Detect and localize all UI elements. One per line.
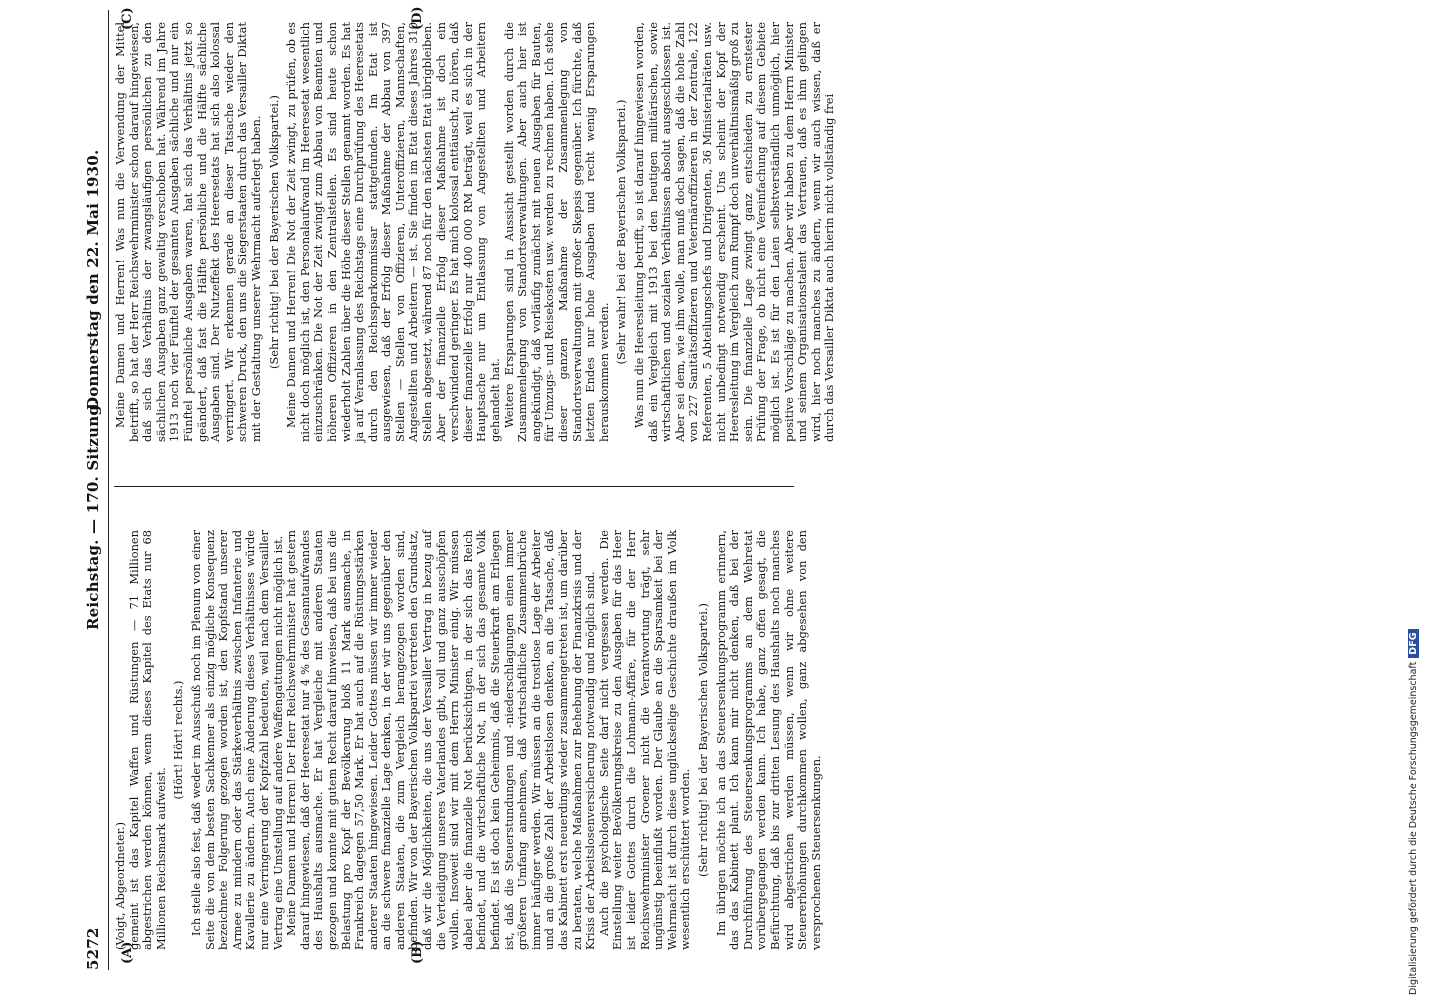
credit-text: Digitalisierung gefördert durch die Deutsche Forschungsgemeinschaft xyxy=(1408,661,1419,995)
header-rule xyxy=(108,10,109,970)
interjection: (Sehr wahr! bei der Bayerischen Volkspartei.) xyxy=(614,99,629,365)
paragraph: gemeint ist das Kapitel Waffen und Rüstungen — 71 Millionen abgestrichen werden können, wenn dieses Kapitel des Etats nur 68 Millionen Reichsmark aufweist. xyxy=(126,530,168,950)
paragraph: Im übrigen möchte ich an das Steuersenkungsprogramm erinnern, das das Kabinett plant. Ich kann mir nicht denken, daß bei der Durchführung des Steuersenkungsprogramms an dem Wehretat vorübergegangen werden kann. Ich habe, ganz offen gesagt, die Befürchtung, daß bis zur dritten Lesung des Haushalts noch manches wird abgestrichen werden müssen, wenn wir ohne weitere Steuererhöhungen durchkommen wollen, ganz abgesehen von den versprochenen Steuersenkungen. xyxy=(713,530,823,950)
paragraph: Meine Damen und Herren! Die Not der Zeit zwingt, zu prüfen, ob es nicht doch möglich ist, den Personalaufwand im Heeresetat wesentlich einzuschränken. Die Not der Zeit zwingt zum Abbau von Beamten und höheren Offizieren in den Zentralstellen. Es sind heute schon wiederholt Zahlen über die Höhe dieser Stellen genannt worden. Es hat ja auf Veranlassung des Reichstags eine Durchprüfung des Heeresetats durch den Reichssparkommissar stattgefunden. Im Etat ist ausgewiesen, daß der Erfolg dieser Maßnahme der Abbau von 397 Stellen — Stellen von Offizieren, Unteroffizieren, Mannschaften, Angestellten und Arbeitern — ist. Sie finden im Etat dieses Jahres 310 Stellen abgesetzt, während 87 noch für den nächsten Etat übrigbleiben. Aber der finanzielle Erfolg dieser Maßnahme ist doch ein verschwindend geringer. Es hat mich kolossal enttäuscht, zu hören, daß dieser finanzielle Erfolg nur 400 000 RM beträgt, weil es sich in der Hauptsache nur um Entlassung von Angestellten und Arbeitern gehandelt hat. xyxy=(284,22,503,442)
margin-marker-b: (B) xyxy=(410,940,425,964)
margin-marker-d: (D) xyxy=(410,6,425,30)
rotated-page xyxy=(80,6,837,970)
paragraph: Meine Damen und Herren! Was nun die Verwendung der Mittel betrifft, so hat der Herr Reichswehrminister schon darauf hingewiesen, daß sich das Verhältnis der zwangsläufigen persönlichen zu den sächlichen Ausgaben ganz gewaltig verschoben hat. Während im Jahre 1913 noch vier Fünftel der gesamten Ausgaben sächliche und nur ein Fünftel persönliche Ausgaben waren, hat sich das Verhältnis jetzt so geändert, daß fast die Hälfte persönliche und die Hälfte sächliche Ausgaben sind. Der Nutzeffekt des Heeresetats hat sich also kolossal verringert. Wir erkennen gerade an dieser Tatsache wieder den schweren Druck, den uns die Siegerstaaten durch das Versailler Diktat mit der Gestaltung unserer Wehrmacht auferlegt haben. xyxy=(113,22,263,442)
paragraph: Was nun die Heeresleitung betrifft, so ist darauf hingewiesen worden, daß ein Vergleich mit 1913 bei den heutigen militärischen, sowie wirtschaftlichen und sozialen Verhältnissen absolut ausgeschlossen ist. Aber sei dem, wie ihm wolle, man muß doch sagen, daß die hohe Zahl von 227 Sanitätsoffizieren und Veterinäroffizieren in der Zentrale, 122 Referenten, 5 Abteilungschefs und Dirigenten, 36 Ministerialräten usw. nicht unbedingt notwendig erscheint. Uns scheint der Kopf der Heeresleitung im Vergleich zum Rumpf doch unverhältnismäßig groß zu sein. Die finanzielle Lage zwingt ganz entschieden zu ernstester Prüfung der Frage, ob nicht eine Vereinfachung auf diesem Gebiete möglich ist. Es ist für den Laien selbstverständlich unmöglich, hier positive Vorschläge zu machen. Aber wir haben zu dem Herrn Minister und seinem Organisationstalent das Vertrauen, daß es ihm gelingen wird, hier noch manches zu ändern, wenn wir auch wissen, daß er durch das Versailler Diktat auch hierin nicht vollständig frei xyxy=(631,22,837,442)
session-date: Donnerstag den 22. Mai 1930. xyxy=(84,149,102,410)
page-header xyxy=(80,10,108,970)
paragraph: Meine Damen und Herren! Der Herr Reichswehrminister hat gestern darauf hingewiesen, daß der Heeresetat nur 4 % des Gesamtaufwandes des Haushalts ausmache. Er hat Vergleiche mit anderen Staaten gezogen und konnte mit gutem Recht darauf hinweisen, daß bei uns die Belastung pro Kopf der Bevölkerung bloß 11 Mark ausmache, in Frankreich dagegen 57,50 Mark. Er hat auch auf die Rüstungsstärken anderer Staaten hingewiesen. Leider Gottes müssen wir immer wieder an die schwere finanzielle Lage denken, in der wir uns gegenüber den anderen Staaten, die zum Vergleich herangezogen worden sind, befinden. Wir von der Bayerischen Volkspartei vertreten den Grundsatz, daß wir die Möglichkeiten, die uns der Versailler Vertrag in bezug auf die Verteidigung unseres Vaterlandes gibt, voll und ganz ausschöpfen wollen. Insoweit sind wir mit dem Herrn Minister einig. Wir müssen dabei aber die finanzielle Not berücksichtigen, in der sich das Reich befindet, und die wirtschaftliche Not, in der sich das gesamte Volk befindet. Es ist doch kein Geheimnis, daß die Steuerkraft am Erliegen ist, daß die Steuerstundungen und -niederschlagungen einen immer größeren Umfang annehmen, daß wirtschaftliche Zusammenbrüche immer häufiger werden. Wir müssen an die trostlose Lage der Arbeiter und an die große Zahl der Arbeitslosen denken, an die Tatsache, daß das Kabinett erst neuerdings wieder zusammengetreten ist, um darüber zu beraten, welche Maßnahmen zur Behebung der Finanzkrisis und der Krisis der Arbeitslosenversicherung notwendig und möglich sind. xyxy=(284,530,598,950)
interjection: (Hört! Hört! rechts.) xyxy=(171,680,186,800)
paragraph: Ich stelle also fest, daß weder im Ausschuß noch im Plenum von einer Seite die von dem besten Sachkenner als einzig mögliche Konsequenz bezeichnete Folgerung gezogen worden ist, den Kopfstand unserer Armee zu mindern oder das Stärkeverhältnis zwischen Infanterie und Kavallerie zu ändern. Auch eine Änderung dieses Verhältnisses würde nur eine Verringerung der Kopfzahl bedeuten, weil nach dem Versailler Vertrag eine Umstellung auf andere Waffengattungen nicht möglich ist. xyxy=(188,530,285,950)
paragraph: Weitere Ersparungen sind in Aussicht gestellt worden durch die Zusammenlegung von Standortsverwaltungen. Aber auch hier ist angekündigt, daß vorläufig zunächst mit neuen Ausgaben für Bauten, für Umzugs- und Reisekosten usw. werden zu rechnen haben. Ich stehe dieser ganzen Maßnahme der Zusammenlegung von Standortsverwaltungen mit großer Skepsis gegenüber. Ich fürchte, daß letzten Endes nur hohe Ausgaben und recht wenig Ersparungen herauskommen werden. xyxy=(501,22,611,442)
running-title: Reichstag. — 170. Sitzung. xyxy=(84,399,102,630)
column-divider xyxy=(114,486,794,487)
left-column xyxy=(113,530,823,950)
paragraph: Auch die psychologische Seite darf nicht vergessen werden. Die Einstellung weiter Bevölkerungskreise zu den Ausgaben für das Heer ist leider Gottes durch die Lohmann-Affäre, für die der Herr Reichswehrminister Groener nicht die Verantwortung trägt, sehr ungünstig beeinflußt worden. Der Glaube an die Sparsamkeit bei der Wehrmacht ist durch diese unglückselige Geschichte draußen im Volk wesentlich erschüttert worden. xyxy=(596,530,693,950)
margin-marker-c: (C) xyxy=(120,7,135,30)
right-column xyxy=(113,22,837,442)
interjection: (Sehr richtig! bei der Bayerischen Volkspartei.) xyxy=(266,95,281,369)
dfg-logo: DFG xyxy=(1408,630,1419,658)
interjection: (Sehr richtig! bei der Bayerischen Volkspartei.) xyxy=(695,603,710,877)
page-number: 5272 xyxy=(84,927,102,970)
speaker-line: (Voigt, Abgeordneter.) xyxy=(113,821,127,950)
margin-marker-a: (A) xyxy=(120,941,135,964)
digitization-credit xyxy=(1408,630,1419,996)
